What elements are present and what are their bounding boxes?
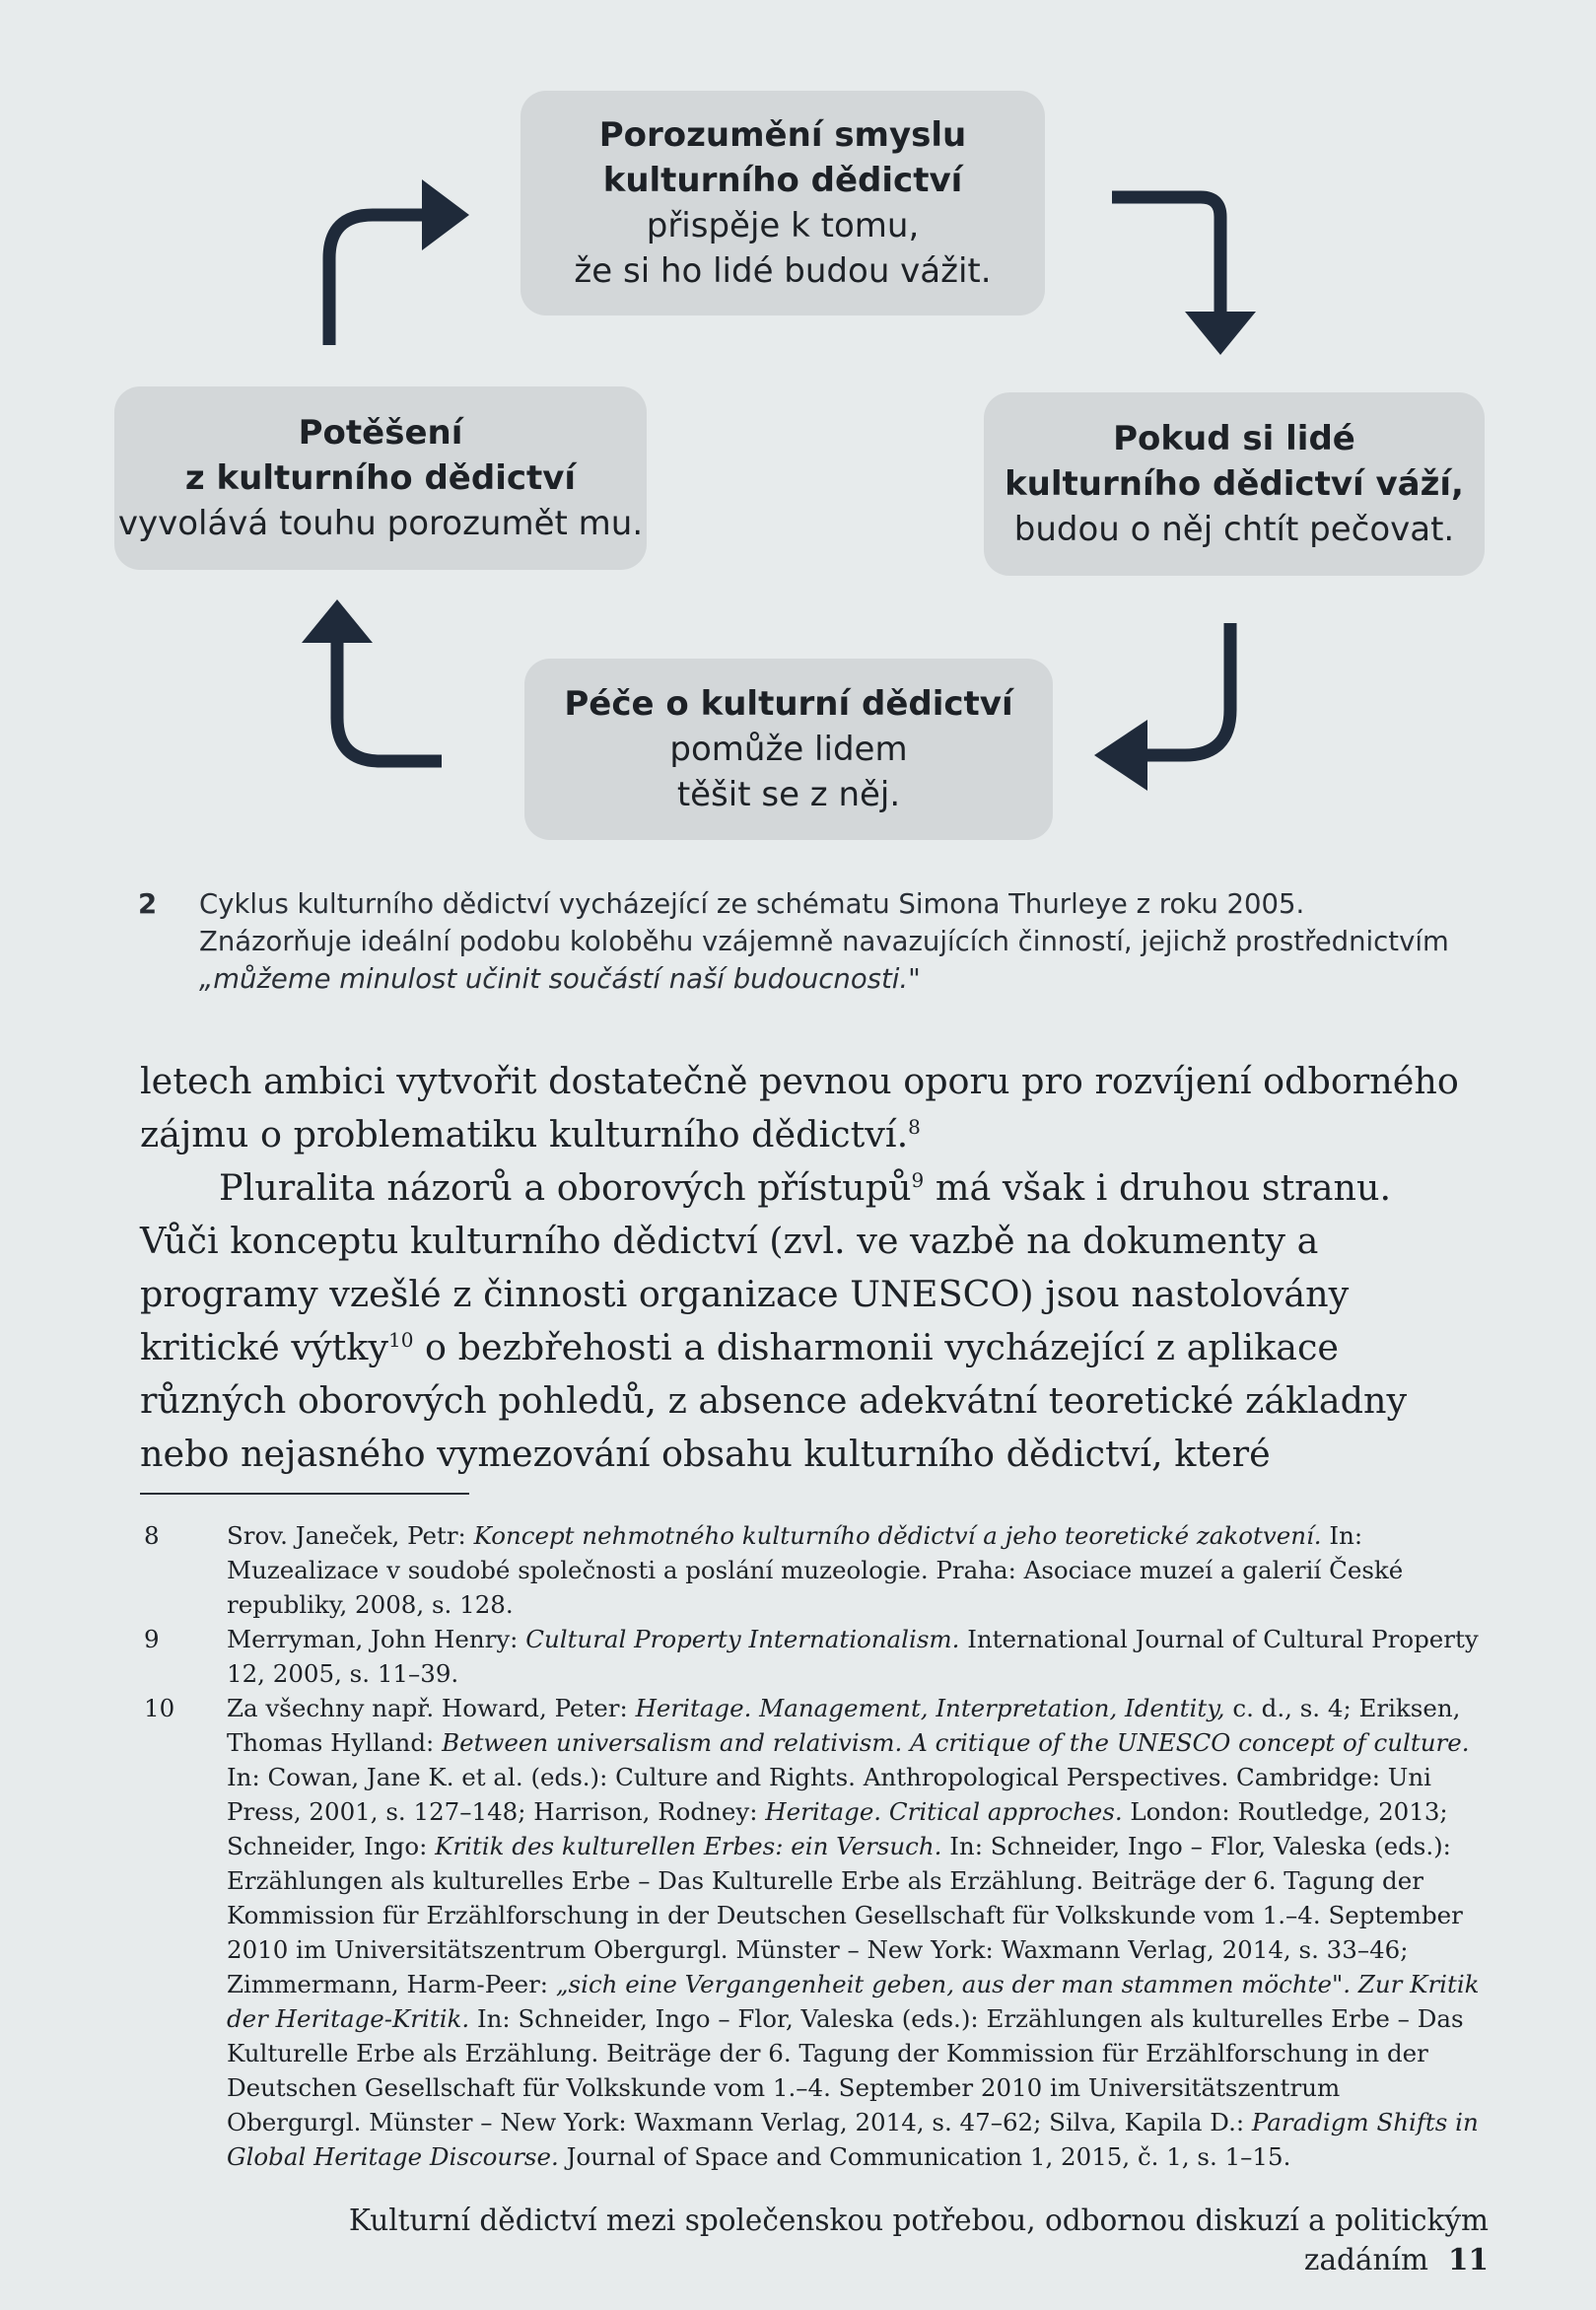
figure-caption <box>138 885 1449 998</box>
cycle-box-enjoyment <box>114 386 647 570</box>
arrow-right-to-bottom-icon <box>1094 623 1230 791</box>
arrow-left-to-top-icon <box>329 179 469 345</box>
box-bottom-line-2: pomůže lidem <box>669 730 908 769</box>
box-top-line-1: Porozumění smyslu <box>598 115 967 155</box>
footnote-10-part-i: In: Schneider, Ingo – Flor, Valeska (eds.): Erzählungen als kulturelles Erbe – Das Kulturelle Erbe als Erzählung. Beiträge der 6. Tagung der Kommission für Erzählforschung in der Deutschen Gesellschaft für Volkskunde vom 1.–4. September 2010 im Universitätszentrum Obergurgl. Münster – New York: Waxmann Verlag, 2014, s. 33–46; Zimmermann, Harm-Peer: <box>227 1832 1463 1998</box>
footnote-ref-9[interactable]: 9 <box>911 1167 925 1192</box>
footnote-9-author: Merryman, John Henry: <box>227 1625 526 1653</box>
footnote-10-part-g: London: Routledge, 2013; Schneider, Ingo: <box>227 1797 1448 1860</box>
footnote-10-part-e: In: Cowan, Jane K. et al. (eds.): Culture and Rights. Anthropological Perspectives. Cambridge: Uni Press, 2001, s. 127–148; Harrison, Rodney: <box>227 1763 1432 1826</box>
running-title: Kulturní dědictví mezi společenskou potřebou, odbornou diskuzí a politickým zadáním <box>348 2204 1489 2276</box>
page-number: 11 <box>1447 2242 1489 2276</box>
cycle-box-valuing <box>984 392 1485 576</box>
box-left-line-1: Potěšení <box>298 413 463 453</box>
caption-quote: „můžeme minulost učinit součástí naší budoucnosti." <box>199 963 921 995</box>
footnote-8-source: In: Muzealizace v soudobé společnosti a poslání muzeologie. Praha: Asociace muzeí a galerií České republiky, 2008, s. 128. <box>227 1521 1404 1619</box>
footnote-9 <box>140 1622 1481 1691</box>
footnote-9-source: International Journal of Cultural Property 12, 2005, s. 11–39. <box>227 1625 1479 1688</box>
cycle-box-understanding <box>520 91 1045 315</box>
footnote-ref-10[interactable]: 10 <box>388 1327 414 1352</box>
footnote-9-number: 9 <box>144 1625 160 1653</box>
box-left-line-3: vyvolává touhu porozumět mu. <box>117 504 644 543</box>
footnote-10-part-c: c. d., s. 4; Eriksen, Thomas Hylland: <box>227 1694 1461 1757</box>
footnote-10-title-1: Heritage. Management, Interpretation, Identity, <box>635 1694 1225 1722</box>
footnote-10-title-6: Paradigm Shifts in Global Heritage Discourse. <box>227 2108 1479 2171</box>
footnote-10 <box>140 1691 1481 2174</box>
cycle-box-care <box>524 659 1053 840</box>
box-top-line-4: že si ho lidé budou vážit. <box>574 251 992 291</box>
box-right-line-1: Pokud si lidé <box>1113 419 1355 458</box>
paragraph-1 <box>140 1055 1473 1161</box>
footnote-10-title-3: Heritage. Critical approches. <box>765 1797 1123 1826</box>
box-right-line-2: kulturního dědictví váží, <box>1005 464 1464 504</box>
footnote-10-part-m: Journal of Space and Communication 1, 2015, č. 1, s. 1–15. <box>558 2142 1291 2171</box>
footnote-8-number: 8 <box>144 1521 160 1550</box>
footnote-ref-8[interactable]: 8 <box>908 1114 921 1139</box>
paragraph-2-part-a: Pluralita názorů a oborových přístupů <box>219 1166 912 1209</box>
box-left-line-2: z kulturního dědictví <box>184 458 577 498</box>
footnote-8 <box>140 1518 1481 1622</box>
footnote-10-title-4: Kritik des kulturellen Erbes: ein Versuch. <box>435 1832 942 1860</box>
footnote-10-part-k: In: Schneider, Ingo – Flor, Valeska (eds.): Erzählungen als kulturelles Erbe – Das Kulturelle Erbe als Erzählung. Beiträge der 6. Tagung der Kommission für Erzählforschung in der Deutschen Gesellschaft für Volkskunde vom 1.–4. September 2010 im Universitätszentrum Obergurgl. Münster – New York: Waxmann Verlag, 2014, s. 47–62; Silva, Kapila D.: <box>227 2004 1464 2136</box>
caption-body: Cyklus kulturního dědictví vycházející ze schématu Simona Thurleye z roku 2005. Znázorňuje ideální podobu koloběhu vzájemně navazujících činností, jejichž prostřednictvím <box>199 888 1449 957</box>
footnote-separator <box>140 1493 469 1495</box>
paragraph-1-text: letech ambici vytvořit dostatečně pevnou oporu pro rozvíjení odborného zájmu o problematiku kulturního dědictví. <box>140 1060 1459 1155</box>
footnote-10-number: 10 <box>144 1694 175 1722</box>
footnote-10-title-2: Between universalism and relativism. A critique of the UNESCO concept of culture. <box>442 1728 1470 1757</box>
page-footer <box>262 2201 1489 2279</box>
body-text <box>140 1055 1473 1481</box>
box-right-line-3: budou o něj chtít pečovat. <box>1013 510 1455 549</box>
footnote-9-title: Cultural Property Internationalism. <box>525 1625 960 1653</box>
figure-caption-text <box>199 885 1449 998</box>
heritage-cycle-diagram <box>0 0 1596 848</box>
footnote-10-title-5: „sich eine Vergangenheit geben, aus der man stammen möchte". Zur Kritik der Heritage-Kritik. <box>227 1970 1480 2033</box>
footnote-8-author: Srov. Janeček, Petr: <box>227 1521 474 1550</box>
box-top-line-3: přispěje k tomu, <box>646 206 920 245</box>
footnote-8-title: Koncept nehmotného kulturního dědictví a jeho teoretické zakotvení. <box>473 1521 1322 1550</box>
box-bottom-line-3: těšit se z něj. <box>676 775 901 814</box>
paragraph-2 <box>140 1161 1473 1481</box>
arrow-top-to-right-icon <box>1112 197 1256 355</box>
figure-number: 2 <box>138 888 158 920</box>
paragraph-2-part-c: o bezbřehosti a disharmonii vycházející z aplikace různých oborových pohledů, z absence adekvátní teoretické základny nebo nejasného vymezování obsahu kulturního dědictví, které <box>140 1326 1408 1475</box>
arrow-bottom-to-left-icon <box>302 599 442 761</box>
box-bottom-line-1: Péče o kulturní dědictví <box>564 684 1013 724</box>
paragraph-2-part-b: má však i druhou stranu. Vůči konceptu kulturního dědictví (zvl. ve vazbě na dokumenty a programy vzešlé z činnosti organizace UNESCO) jsou nastolovány kritické výtky <box>140 1166 1392 1368</box>
footnote-10-part-a: Za všechny např. Howard, Peter: <box>227 1694 636 1722</box>
box-top-line-2: kulturního dědictví <box>602 161 963 200</box>
footnotes <box>140 1518 1481 2174</box>
